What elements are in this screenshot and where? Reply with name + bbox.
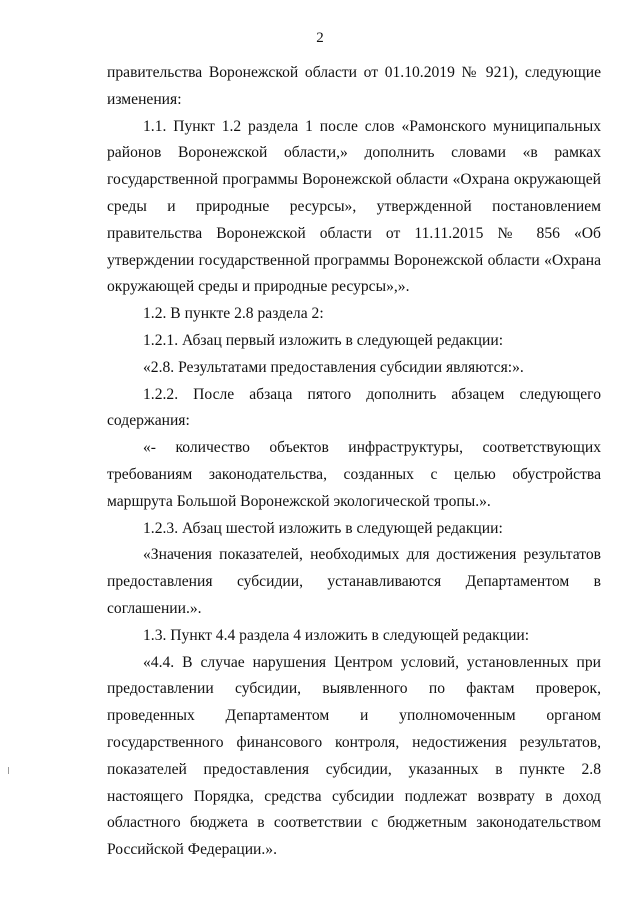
paragraph-1-2: 1.2. В пункте 2.8 раздела 2: [143,305,324,323]
paragraph-2-8-results: «2.8. Результатами предоставления субсидии являются:». [143,358,524,376]
paragraph-1-3: 1.3. Пункт 4.4 раздела 4 изложить в следующей редакции: [143,626,530,644]
document-body [107,60,601,864]
paragraph-1-1: 1.1. Пункт 1.2 раздела 1 после слов «Рамонского муниципальных районов Воронежской области,» дополнить словами «в рамках государственной программы Воронежской области «Охрана окружающей среды и природные ресурсы», утвержденной постановлением правительства Воронежской области от 11.11.2015 № 856 «Об утверждении государственной программы Воронежской области «Охрана окружающей среды и природные ресурсы»,». [107,117,601,296]
page-number: 2 [316,30,324,46]
paragraph-1-2-2: 1.2.2. После абзаца пятого дополнить абзацем следующего содержания: [107,385,601,430]
paragraph-continuation: правительства Воронежской области от 01.10.2019 № 921), следующие изменения: [107,64,601,108]
paragraph-4-4: «4.4. В случае нарушения Центром условий, установленных при предоставлении субсидии, выявленного по фактам проверок, проведенных Департаментом и уполномоченным органом государственного финансового контроля, недостижения результатов, показателей предоставления субсидии, указанных в пункте 2.8 настоящего Порядка, средства субсидии подлежат возврату в доход областного бюджета в соответствии с бюджетным законодательством Российской Федерации.». [107,653,601,859]
paragraph-1-2-1: 1.2.1. Абзац первый изложить в следующей редакции: [143,331,504,349]
paragraph-1-2-3: 1.2.3. Абзац шестой изложить в следующей редакции: [143,519,503,537]
scan-margin-mark [8,767,9,774]
paragraph-infrastructure-item: «- количество объектов инфраструктуры, соответствующих требованиям законодательства, созданных с целью обустройства маршрута Большой Воронежской экологической тропы.». [107,439,601,510]
paragraph-indicator-values: «Значения показателей, необходимых для достижения результатов предоставления субсидии, устанавливаются Департаментом в соглашении.». [107,546,601,617]
